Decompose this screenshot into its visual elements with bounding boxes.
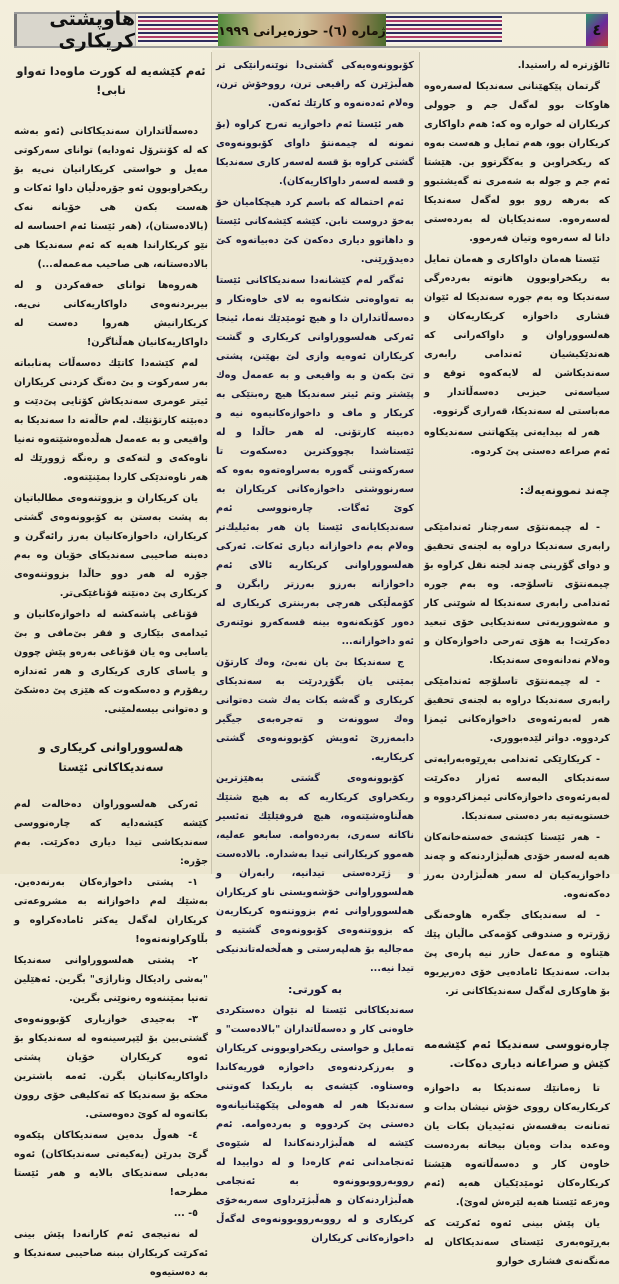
paragraph: سه‌ندیکاکانی ئێستا له نێوان ده‌ستکردی خاوه‌نی کار و ده‌سه‌ڵاتداران "بالاده‌ست" و ته‌مایل و خواستی ریکخراوبوونی کریکاران و به‌رزکردنه‌وه‌ی داخوازه فوریه‌کاندا وه‌ستاوه. کێشه‌ی به باریکدا که‌وتنی سه‌ندیکا هه‌ر له هه‌وه‌لی پێکهێنانیانه‌وه ده‌ستی پێ کردووه و به‌رده‌وامه. ئه‌م کێشه له هه‌ڵبژاردنه‌کاندا له شێوه‌ی ئه‌نجامدانی ئه‌م کاره‌دا و له دواییدا له رووبه‌رووبوونه‌وه به ئه‌نجامی هه‌ڵبژاردنه‌کان و هه‌ڵبژێرداوی سه‌ربه‌خۆی کریکاری و له رووبه‌رووبوونه‌وه‌ی له‌گه‌ڵ داخوازه‌کانی کریکاران	[216, 1005, 414, 1244]
example-item: - هه‌ر ئێستا کێشه‌ی خه‌سته‌خانه‌کان هه‌یه له‌سه‌ر خۆدی هه‌ڵبژاردنه‌که و چه‌ند داخوازیه‌کیان له سه‌ر هه‌ڵبژاردن به‌رز ده‌که‌نه‌وه.	[424, 832, 610, 900]
paragraph: قۆناغی پاشه‌کشه له داخوازه‌کانیان و ئیدامه‌ی بێکاری و فقر بێ‌مافی و بێ یاسایی وه یان قۆناغی به‌ره‌و پێش چوون و یاسای کاری کریکاری و هه‌ر ئه‌ندازه ریفۆرم و ده‌سکه‌وت که هێزی پێ ده‌شکێ و ده‌توانی بیسه‌لمێنی.	[14, 609, 208, 715]
list-item: ٥- ...	[173, 1208, 198, 1219]
paragraph: ج سه‌ندیکا بێ یان نه‌بێ، وه‌ك کارتۆن بمێنی یان بگۆڕدرێت به سه‌ندیکای کریکاری و گه‌شه بکات یه‌ك شت ده‌توانی وه‌ك سوونه‌ت و ته‌جره‌به‌ی جیگیر دابمه‌زرێ ئه‌ویش کۆبوونه‌وه‌ی گشتی کریکاریه.	[216, 657, 414, 763]
decorative-stripes-right	[386, 16, 502, 44]
list-item: ٢- پشتی هه‌لسووراوانی سه‌ندیکا "به‌شی رادیکال وناراژی" بگرین. ئه‌هێلین ته‌نیا بمێننه‌وه ره‌نوێنی بگرین.	[14, 955, 208, 1004]
list-item: ١- پشتی داخوازه‌کان به‌رنه‌ده‌ین. به‌شێك له‌م داخوازانه به مشروعه‌تی کریکاران له‌گه‌ل یه‌کتر ئاماده‌کراوه و بڵاوکراونه‌ته‌وه!	[14, 877, 208, 945]
paragraph: ئالۆزتره له راستیدا.	[517, 60, 610, 71]
paragraph: تا زه‌مانێك سه‌ندیکا به داخوازه کریکاریه‌کان رووی خۆش نیشان بدات و ته‌نانه‌ت به‌قسه‌ش ته‌ئیدیان بکات یان وه‌عده بدات وه‌یان بیخاته به‌رده‌ست خاوه‌ن کار و ده‌سه‌ڵاته‌وه هێشتا کریکاره‌کان ئومێدێکیان هه‌یه (ئه‌م وه‌زعه ئێستا هه‌یه لێره‌ش له‌وێ).	[424, 1083, 610, 1208]
column-divider	[419, 52, 420, 874]
paragraph: کۆبوونه‌وه‌یه‌کی گشتی‌دا نوێنه‌رانێکی تر هه‌ڵبژێرن که راقیعی ترن، رووخۆش ترن، وه‌لام ئه‌ده‌نه‌وه و کارێك ئه‌که‌ن.	[216, 60, 414, 109]
paragraph: کۆبوونه‌وه‌ی گشتی به‌هێزترین ریکخراوی کریکاریه که به هیچ شتێك هه‌ڵناوه‌شێته‌وه، هیچ فروفێلێك ته‌ئسیر ناکاته سه‌ری، به‌رده‌وامه. سابعو عه‌لیه‌، هه‌موو کریکارانی تیدا به‌شداره. بالاده‌ست و ژێرده‌ستی تیدانیه، رابه‌ران و هه‌لسووراوانی خۆشه‌ویستی ناو کریکاران هه‌لسووراوانی ئه‌م بزووتنه‌وه کریکاریه‌ن که بزووتنه‌وه‌ی کۆبوونه‌وه‌ی گشتیه و مه‌جالیه بۆ هه‌لپه‌رستی و هه‌ڵخه‌له‌تاندنیکی تیدا نیه...	[216, 773, 414, 974]
paragraph: ئه‌رکی هه‌لسووراوان ده‌خاله‌ت له‌م کێشه‌ کێشه‌دایه که چاره‌نووسی سه‌ندیکاشی تیدا دیاری ده‌کرێت. به‌م جۆره:	[14, 799, 208, 867]
example-item: - له چیمه‌نتۆی تاسلۆجه ئه‌ندامێکی رابه‌ری سه‌ندیکا دراوه به لجنه‌ی تحقیق هه‌ر له‌به‌رئه‌وه‌ی داخوازه‌کانی ئیمزا کردووه. دواتر لێده‌بووری.	[424, 676, 610, 744]
section-heading: چاره‌نووسی سه‌ندیکا ئه‌م کێشه‌مه کێش و صراعانه دیاری ده‌کات.	[424, 1038, 610, 1070]
paragraph: له نه‌تیجه‌ی ئه‌م کارانه‌دا پێش بینی ئه‌کرێت کریکاران ببنه صاحیبی سه‌ندیکا و به ده‌ستیه‌وه	[14, 1229, 208, 1278]
masthead	[14, 8, 608, 52]
paragraph: یان پێش بینی ئه‌وه ئه‌کرێت که به‌ڕێوه‌به‌ری ئێستای سه‌ندیکاکان له مه‌نگه‌نه‌ی فشاری خوارو	[424, 1218, 610, 1267]
paragraph: ئه‌م احتماله‌ که باسم کرد هیچکامیان خۆ به‌خۆ دروست نابن. کێشه کێشه‌کانی ئێستا و داهاتوو دیاری ده‌که‌ن کێ ده‌بیاته‌وه کێ ده‌یدۆڕێنی.	[216, 197, 414, 265]
paragraph: هه‌ر ئێستا ئه‌م داخوازیه ته‌رح کراوه (بۆ نمونه له چیمه‌نتۆ داوای کۆبوونه‌وه‌ی گشتی کراوه بۆ قسه له‌سه‌ر کاری سه‌ندیکا و قسه له‌سه‌ر داواکاریه‌کان).	[216, 119, 414, 187]
paragraph: گرتمان پێکهێنانی سەندیکا له‌سەرەوه هاوکات بوو له‌گه‌ل جم و جوولی کریکاران له خواره وه که: هه‌م داواکاری کریکاران بوو، هه‌م تمایل و هه‌ست به‌وه که ریکخراوبن و یه‌کگرتوو بن. هێشتا ئه‌م جم و جوله به شه‌مری نه گه‌یشتبوو که به‌رهه روو بوو له‌گه‌ل سه‌ندیکا له‌سه‌ره‌وه. سه‌ندیکایان له به‌رده‌ستی دانا له سه‌ره‌وه وتیان فه‌رموو.	[424, 81, 610, 244]
right-column	[424, 56, 610, 1273]
middle-column	[216, 56, 414, 1250]
example-item: - کریکارێکی ئه‌ندامی به‌ڕێوه‌به‌رایه‌تی سه‌ندیکای البه‌سه ئه‌زار ده‌کرێت له‌به‌رئه‌وه‌ی داخوازه‌کانی ئیمزاکردووه و خستویه‌تیه به‌ر ده‌ستی سه‌ندیکا.	[424, 754, 610, 822]
issue-label: ژماره (٦)- حوزه‌یرانی ١٩٩٩	[218, 14, 386, 46]
paragraph: ده‌سه‌ڵاتداران سه‌ندیکاکانی (ئه‌و به‌شه که له کۆنترۆل ئه‌ودایه) توانای سه‌رکوتی مه‌یل و خواستی کریکارانیان نی‌یه بۆ ریکخراوبوون ئه‌و جۆره‌دڵیان داوا ئه‌کات و هه‌ست بکه‌ن هی خۆیانه نه‌ک (بالاده‌ستان)، (هه‌ر ئێستا ئه‌م احساسه له نێو کریکاراندا هه‌یه که ئه‌م سه‌ندیکا هی بالاده‌ستانه، هی صاحیب مه‌عمه‌له...)	[14, 126, 208, 270]
section-heading: به کورتی:	[288, 983, 342, 996]
paragraph: ئه‌گه‌ر له‌م کێشانه‌دا سه‌ندیکاکانی ئێستا به ته‌واوه‌تی شکانه‌وه به لای خاوه‌نکار و ده‌سه‌ڵاتداران دا و هیچ ئومێدێك نه‌ما، ئینجا ئه‌رکی هه‌لسووراوانی کریکاری و گشت کریکاران ئه‌وه‌یه وازی لێ بهێنن، پشتی تێ بکه‌ن و به واقیعی و به عه‌مه‌ل وه‌ك پێشتر وتم ئیتر سه‌ندیکا هیچ ره‌بتێکی به کریکار و ماف و داخوازه‌کانیه‌وه نیه و ده‌بیته کارتۆنی. له هه‌ر حاڵدا و له ئێستاشدا بچووکترین ده‌سکه‌وت تا سه‌رکه‌وتنی گه‌وره به‌سراوه‌ته‌وه به‌وه که سه‌رنووشتی داخوازه‌کانی کریکاران به کوێ ئه‌گات. چاره‌نووسی ئه‌م سه‌ندیکایانه‌ی ئێستا یان هه‌ر به‌ئیلیك‌تر وه‌لام به‌م داخوازانه دیاری ئه‌کات. ئه‌رکی هه‌لسووراوانی کریکاریه ئالای ئه‌م داخوازانه به‌رزو به‌رزتر رابگرن و کۆمه‌ڵێکی هه‌رچی به‌ربنتری کریکاری له ده‌ور کۆبکه‌نه‌وه بینه قسه‌که‌رو نوێنه‌ری ئه‌و داخوازانه...	[216, 275, 414, 647]
left-column	[14, 56, 208, 1284]
publication-name: هاوپشتی کریکاری	[14, 14, 136, 46]
paragraph: هه‌ر له بیدایه‌تی پێکهاتنی سه‌ندیکاوه ئه‌م صراعه ده‌ستی پێ کردوه.	[424, 427, 610, 457]
section-heading: چه‌ند نموونه‌یه‌ك:	[519, 484, 610, 497]
example-item: - له چیمه‌نتۆی سه‌رچنار ئه‌ندامێکی رابه‌ری سه‌ندیکا دراوه به لجنه‌ی تحقیق و دوای گۆرینی چه‌ند لجنه نقل کراوه بۆ چیمه‌نتۆی تاسلۆجه. وه به‌م جوره ئه‌ندامی رابه‌ری سه‌ندیکا له شوێنی کار و مه‌شووریه‌تی سه‌ندیکایی خۆی تبعید ده‌کرێت! به هۆی ته‌رحی داخوازه‌کان و وه‌لام نه‌دانه‌وه‌ی سه‌ندیکا.	[424, 522, 610, 666]
paragraph: یان کریکاران و بزووتنه‌وه‌ی مطالباتیان به پشت به‌ستن به کۆبوونه‌وه‌ی گشتی کریکاران، داخوازه‌کانیان به‌رز رائه‌گرن و ده‌بنه صاحیبی سه‌ندیکای خۆیان وه به‌م جۆره له هه‌ر دوو حاڵدا بزووتنه‌وه‌ی کریکاری پێ ده‌نێته قۆناغێکی‌تر.	[14, 493, 208, 599]
paragraph: ئێستا هه‌مان داواکاری و هه‌مان تمایل به ریکخراوبوون هاتوته به‌رده‌رگی سه‌ندیکا وه به‌م جوره سه‌ندیکا له ئێوان فشاری داخوازه کریکاریه‌کان و هه‌لسووراوان و داواکه‌رانی که هه‌ندێکیشیان ئه‌ندامی رابه‌ری سه‌ندیکاشن له لایه‌که‌وه توقع و سیاسه‌تی حیزبی ده‌سه‌ڵاتدار و مه‌باستی له سه‌ندیکا، قه‌راری گرتووه.	[424, 254, 610, 417]
section-heading: هه‌لسووراوانی کریکاری و سه‌ندیکاکانی ئێستا	[38, 740, 184, 774]
example-item: - له سه‌ندیکای جگه‌ره هاوخه‌نگی زۆرتره و صندوقی کۆمه‌کی ماڵیان پێك هێناوه و مه‌عه‌ل حازر نیه پاره‌ی پێ بدات. سه‌ندیکا ئاماده‌یی خۆی ده‌ربڕیوه بۆ هاوکاری له‌گه‌ل سه‌ندیکاکانی تر.	[424, 910, 610, 997]
paragraph: هه‌روه‌ها توانای خه‌فه‌کردن و له بیربردنه‌وه‌ی داواکاریه‌کانی نی‌یه. کریکارانیش هه‌روا ده‌ست له داواکاریه‌کانیان هه‌ڵناگرن!	[14, 280, 208, 348]
list-item: ٣- به‌جیدی خوازیاری کۆبوونه‌وه‌ی گشتی‌بین بۆ لێپرسینه‌وه له سه‌ندیکاو بۆ ئه‌وه کریکاران خۆیان پشتی داواکاریه‌کانیان بگرن. ئه‌مه باشترین محکه بۆ سه‌ندیکا که ته‌کلیفی خۆی روون بکاته‌وه له کوێ ده‌وه‌ستی.	[14, 1014, 208, 1120]
column-divider	[211, 52, 212, 874]
list-item: ٤- هه‌وڵ بده‌ین سه‌ندیکاکان پێکه‌وه گرێ بدرێن (یه‌کیه‌تی سه‌ندیکاکان) ئه‌وه به‌دیلی سه‌ندیکای بالایه و هه‌ر ئێستا مطرحه!	[14, 1130, 208, 1198]
article-title: ئه‌م کێشه‌یه له کورت ماوه‌دا ته‌واو نابی!	[16, 64, 206, 97]
page-number: ٤	[586, 14, 608, 46]
paragraph: له‌م کێشه‌دا کاتێك ده‌سه‌ڵات په‌نابباته به‌ر سه‌رکوت و بێ ده‌نگ کردنی کریکاران ئیتر عومری سه‌ندیکاش کۆتایی پێ‌دێت و ده‌بێته کارتۆنێك. له‌م حاڵه‌ته دا سه‌ندیکا به واقیعی و به عه‌مه‌ل هه‌ڵده‌وه‌شێته‌وه ته‌نیا ناوه‌که‌ی و لته‌که‌ی و ره‌نگه ژوورێك له هه‌ر ناوه‌ندێکی کاردا بمێنێته‌وه.	[14, 358, 208, 483]
decorative-stripes-left	[138, 16, 218, 44]
